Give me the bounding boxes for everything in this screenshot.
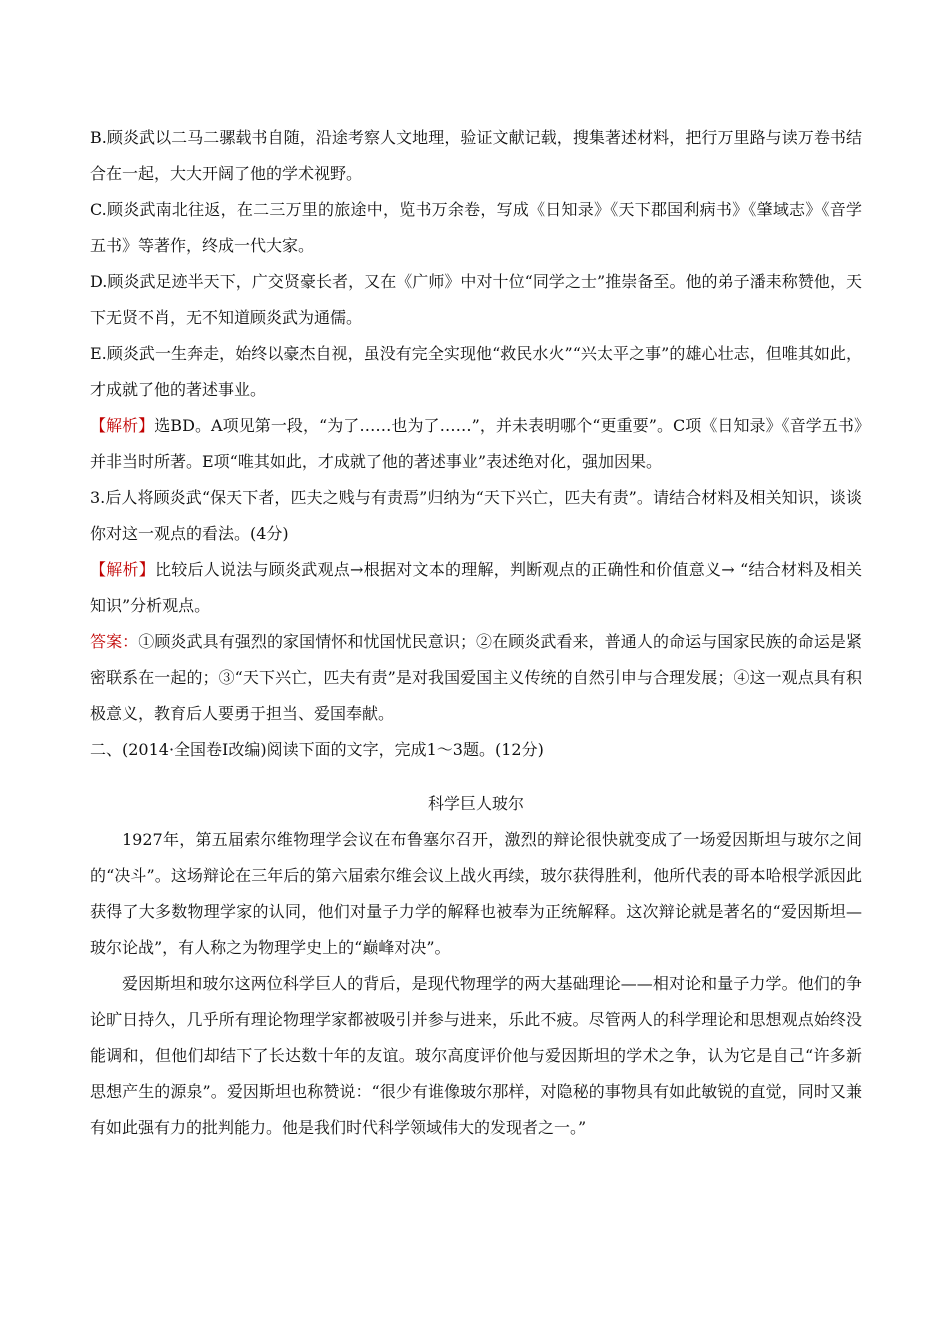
answer-text: ①顾炎武具有强烈的家国情怀和忧国忧民意识；②在顾炎武看来，普通人的命运与国家民族的命运是紧密联系在一起的；③“天下兴亡，匹夫有责”是对我国爱国主义传统的自然引申与合理发展；④这一观点具有积极意义，教育后人要勇于担当、爱国奉献。 [90,632,862,723]
spacer [90,768,862,786]
analysis-tag: 【解析】 [90,416,155,435]
option-e: E.顾炎武一生奔走，始终以豪杰自视，虽没有完全实现他“救民水火”“兴太平之事”的雄心壮志，但唯其如此，才成就了他的著述事业。 [90,344,862,399]
analysis-text: 选BD。A项见第一段，“为了……也为了……”，并未表明哪个“更重要”。C项《日知录》《音学五书》并非当时所著。E项“唯其如此，才成就了他的著述事业”表述绝对化，强加因果。 [90,416,862,471]
option-b: B.顾炎武以二马二骡载书自随，沿途考察人文地理，验证文献记载，搜集著述材料，把行万里路与读万卷书结合在一起，大大开阔了他的学术视野。 [90,128,862,183]
section-2-heading: 二、(2014·全国卷Ⅰ改编)阅读下面的文字，完成1～3题。(12分) [90,740,544,759]
answer [90,624,862,732]
article-paragraph-1: 1927年，第五届索尔维物理学会议在布鲁塞尔召开，激烈的辩论很快就变成了一场爱因斯坦与玻尔之间的“决斗”。这场辩论在三年后的第六届索尔维会议上战火再续，玻尔获得胜利，他所代表的哥本哈根学派因此获得了大多数物理学家的认同，他们对量子力学的解释也被奉为正统解释。这次辩论就是著名的“爱因斯坦—玻尔论战”，有人称之为物理学史上的“巅峰对决”。 [90,830,862,957]
answer-tag: 答案： [90,632,139,651]
question-3: 3.后人将顾炎武“保天下者，匹夫之贱与有责焉”归纳为“天下兴亡，匹夫有责”。请结合材料及相关知识，谈谈你对这一观点的看法。(4分) [90,488,862,543]
analysis-text: 比较后人说法与顾炎武观点→根据对文本的理解，判断观点的正确性和价值意义→ “结合材料及相关知识”分析观点。 [90,560,862,615]
option-d: D.顾炎武足迹半天下，广交贤豪长者，又在《广师》中对十位“同学之士”推崇备至。他的弟子潘耒称赞他，天下无贤不肖，无不知道顾炎武为通儒。 [90,272,862,327]
article-paragraph-2: 爱因斯坦和玻尔这两位科学巨人的背后，是现代物理学的两大基础理论——相对论和量子力学。他们的争论旷日持久，几乎所有理论物理学家都被吸引并参与进来，乐此不疲。尽管两人的科学理论和思想观点始终没能调和，但他们却结下了长达数十年的友谊。玻尔高度评价他与爱因斯坦的学术之争，认为它是自己“许多新思想产生的源泉”。爱因斯坦也称赞说：“很少有谁像玻尔那样，对隐秘的事物具有如此敏锐的直觉，同时又兼有如此强有力的批判能力。他是我们时代科学领域伟大的发现者之一。” [90,974,862,1137]
analysis-tag: 【解析】 [90,560,156,579]
analysis-1 [90,408,862,480]
option-c: C.顾炎武南北往返，在二三万里的旅途中，览书万余卷，写成《日知录》《天下郡国利病书》《肇域志》《音学五书》等著作，终成一代大家。 [90,200,862,255]
analysis-2 [90,552,862,624]
document-content [90,120,862,1146]
article-title: 科学巨人玻尔 [427,794,524,813]
